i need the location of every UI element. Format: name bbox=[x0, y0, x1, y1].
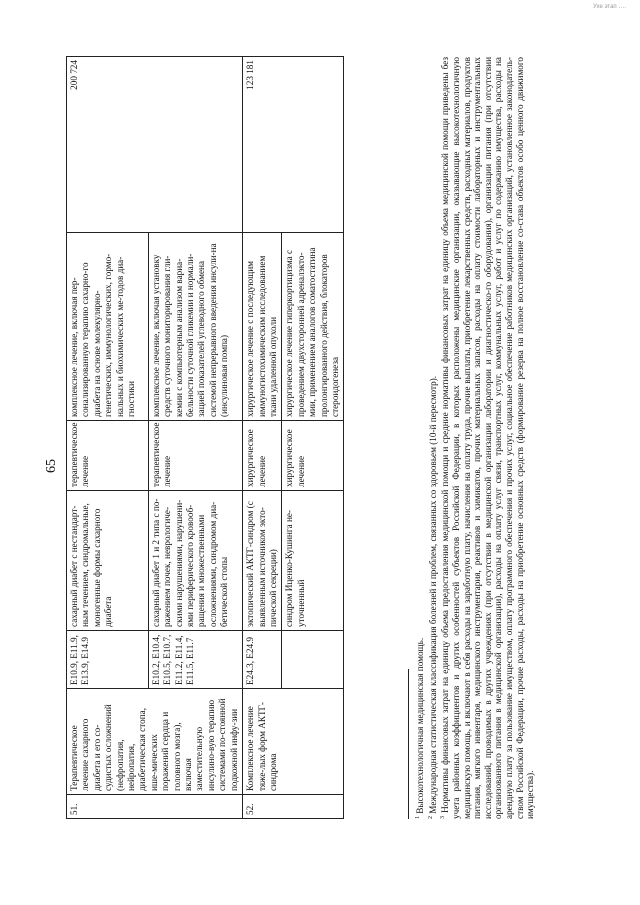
footnotes bbox=[408, 57, 536, 819]
price-cell: 200 724 bbox=[67, 57, 243, 233]
model-cell: сахарный диабет с нестандарт-ным течением, синдромальные, моногенные формы сахарного диабета bbox=[67, 491, 149, 631]
profile-cell: Комплексное лечение тяже-лых форм АКТГ-синдрома bbox=[243, 689, 344, 795]
model-cell: эктопический АКТГ-синдром (с выявленным источником экто-пической секреции) bbox=[243, 491, 282, 631]
footnote-mark: 2 bbox=[427, 816, 434, 819]
page-number: 65 bbox=[44, 459, 59, 473]
treatment-type-cell: терапевтическое лечение bbox=[148, 421, 242, 491]
method-cell: комплексное лечение, включая установку средств суточного мониторирования гли-кемии с компьютерным анализом вариа-бельности суточной гликемии и нормали-зацией показателей углеводного обмена системой непрерывного введения инсули-на (инсулиновая помпа) bbox=[148, 233, 242, 421]
footnote-text: Международная статистическая классификация болезней и проблем, связанных со здоровьем (10-й пересмотр). bbox=[427, 375, 438, 814]
footnote bbox=[438, 57, 535, 819]
footnote-divider bbox=[408, 669, 409, 819]
method-cell: хирургическое лечение гиперкортицизма с проведением двухсторонней адреналэкто-мии, применением аналогов соматостатина пролонгированного действия, блокаторов стероидогенеза bbox=[282, 233, 344, 421]
table-row bbox=[243, 57, 282, 819]
model-cell: сахарный диабет 1 и 2 типа с по-ражением почек, неврологиче-скими нарушениями, нарушени-ями периферического кровооб-ращения и множественными осложнениями, синдромом диа-бетической стопы bbox=[148, 491, 242, 631]
footnote bbox=[413, 57, 426, 819]
model-cell: синдром Иценко-Кушинга не-уточненный bbox=[282, 491, 344, 631]
profile-cell: Терапевтическое лечение сахарного диабета и его со-судистых осложнений (нефропатия, нейропатия, диабетическая стопа, ише-мических поражений сердца и головного мозга), включая заместительную инсулино-вую терапию системами по-стоянной подкожной инфу-зии bbox=[67, 689, 243, 795]
codes-cell: E10.9, E11.9, E13.9, E14.9 bbox=[67, 631, 149, 689]
treatment-type-cell: хирургическое лечение bbox=[282, 421, 344, 491]
treatment-type-cell: хирургическое лечение bbox=[243, 421, 282, 491]
codes-cell bbox=[282, 631, 344, 689]
table-row bbox=[67, 57, 149, 819]
price-cell: 123 181 bbox=[243, 57, 344, 233]
vmp-table bbox=[66, 56, 344, 819]
method-cell: комплексное лечение, включая пер-сонализированную терапию сахарно-го диабета на основе молекулярно-генетических, иммунологических, гормо-нальных и биохимических ме-тодов диа-гностики bbox=[67, 233, 149, 421]
footnote-mark: 1 bbox=[415, 816, 421, 819]
corner-mark: Ухе этап …. bbox=[592, 4, 626, 10]
row-number: 51. bbox=[67, 795, 243, 819]
codes-cell: E24.3, E24.9 bbox=[243, 631, 282, 689]
footnote-text: Нормативы финансовых затрат на единицу объема предоставления медицинской помощи и средние нормативы финансовых затрат на единицу объема медицинской помощи приведены без учета районных коэффициентов и других особенностей субъектов Российской Федерации, в которых расположены медицинские организации, оказывающие высокотехнологичную медицинскую помощь, и включают в себя расходы на заработную плату, начисления на оплату труда, прочие выплаты, приобретение лекарственных средств, расходных материалов, продуктов питания, мягкого инвентаря, медицинского инструментария, реактивов и химикатов, прочих материальных запасов, расходы на оплату стоимости лабораторных и инструментальных исследований, проводимых в других учреждениях (при отсутствии в медицинской организации лаборатории и диагностическо-го оборудования), организации питания (при отсутствии организованного питания в медицинской организации), расходы на оплату услуг связи, транспортных услуг, коммунальных услуг, работ и услуг по содержанию имущества, расходы на арендную плату за пользование имуществом, оплату программного обеспечения и прочих услуг, социальное обеспечение работников медицинских организаций, установленное законодатель-ством Российской Федерации, прочие расходы, расходы на приобретение основных средств (формирование резерва на полное восстановление со-става объектов особо ценного движимого имущества). bbox=[440, 57, 536, 819]
treatment-type-cell: терапевтическое лечение bbox=[67, 421, 149, 491]
method-cell: хирургическое лечение с последующим иммуногистохимическим исследованием ткани удаленной опухоли bbox=[243, 233, 282, 421]
codes-cell: E10.2, E10.4, E10.5, E10.7, E11.2, E11.4, E11.5, E11.7 bbox=[148, 631, 242, 689]
footnote-mark: 3 bbox=[440, 816, 447, 819]
footnote-text: Высокотехнологичная медицинская помощь. bbox=[415, 637, 426, 814]
footnote bbox=[426, 57, 439, 819]
row-number: 52. bbox=[243, 795, 344, 819]
